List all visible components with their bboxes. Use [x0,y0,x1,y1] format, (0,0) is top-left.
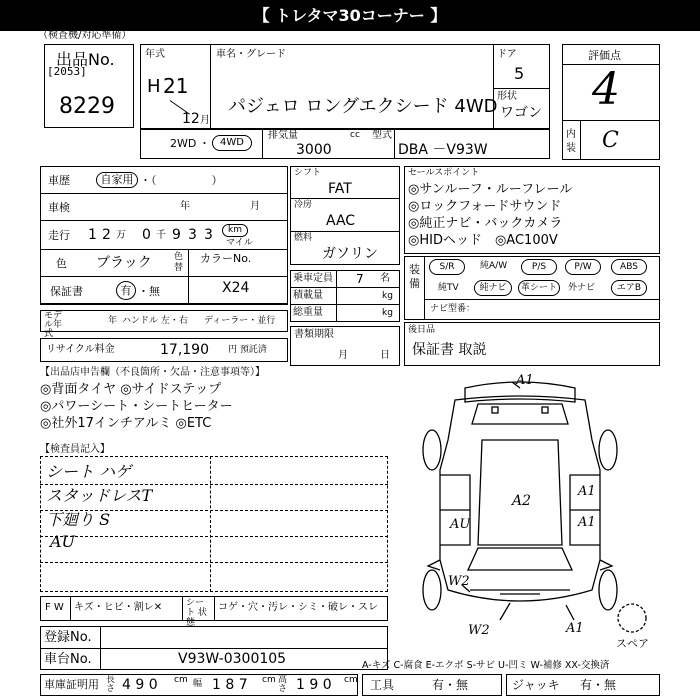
displacement-value: 3000 [296,142,332,158]
mileage-d6: 3 [204,227,213,243]
cert-width: 1 8 7 [212,677,248,693]
history-private: 自家用 [96,172,138,188]
doors-value: 5 [514,64,525,83]
damage-a1-right-2: A1 [578,515,596,530]
note-2: ◎パワーシート・シートヒーター [40,399,233,414]
tools-value: 有・無 [432,678,469,692]
cert-height: 1 9 0 [296,677,332,693]
equip-abs: ABS [611,259,647,275]
model-year-unit: 年 [108,316,118,326]
mileage-d2: 2 [102,227,111,243]
interior-label: 内装 [566,129,576,154]
cert-l-unit: cm [174,675,188,685]
year-month: 12 [182,111,200,127]
cert-length: 4 9 0 [122,677,158,693]
damage-a2-roof: A2 [512,493,532,509]
doors-label: ドア [497,49,517,60]
equip-airbag: エアB [611,280,647,296]
color-no-label: カラーNo. [200,252,252,265]
lot-number: 8229 [59,94,115,119]
history-rest: ・（ ） [140,174,223,187]
capacity-label: 乗車定員 [293,273,333,284]
shift-label: シフト [294,168,322,178]
cert-label: 車庫証明用 [44,678,99,691]
displacement-label: 排気量 [268,130,298,141]
equip-navi: 純ナビ [474,280,512,296]
fw-text: キズ・ヒビ・割レ✕ [74,602,163,613]
color-value: ブラック [96,255,152,271]
inspector-line-1: シート ハゲ [46,462,132,481]
mileage-d5: 3 [188,227,197,243]
recycle-unit: 円 預託済 [228,345,267,355]
load-label: 積載量 [293,290,323,301]
inspector-line-2: スタッドレスT [46,486,153,505]
mileage-mile: マイル [226,238,253,248]
notes-label: 【出品店申告欄（不良箇所・欠品・注意事項等）】 [40,367,265,378]
equip-ext-navi: 外ナビ [568,283,596,293]
note-3: ◎社外17インチアルミ ◎ETC [40,416,212,431]
capacity-value: 7 [356,272,364,286]
mileage-sen: 千 [156,230,166,241]
car-name: パジェロ ロングエクシード 4WD [228,96,498,117]
score-value: 4 [592,64,620,115]
damage-w2-bottom: W2 [468,623,490,638]
inspector-line-4: AU [50,532,76,551]
lot-label: 出品No. [56,50,115,69]
top-note: （検査機/対応準備） [38,30,132,41]
fuel-value: ガソリン [322,246,378,262]
cert-l-label: 長さ [106,675,116,694]
header-title: 【 トレタマ30コーナー 】 [253,6,447,25]
capacity-unit: 名 [380,273,390,284]
inspector-line-3: 下廻り S [46,510,111,529]
recycle-label: リサイクル料金 [46,344,115,355]
weight-unit: kg [382,308,393,318]
damage-a1-right-1: A1 [578,484,596,499]
recycle-value: 17,190 [160,342,209,358]
shift-value: FAT [328,181,352,197]
fw-sheet-label: シート 状態 [186,598,207,628]
damage-w2-left: W2 [448,574,470,589]
equip-alloy: 純A/W [480,261,508,271]
load-unit: kg [382,291,393,301]
mileage-d3: 0 [142,227,151,243]
damage-au-left: AU [450,517,471,532]
drive-dot: ・ [199,137,210,150]
color-label: 色 [56,257,67,270]
displacement-unit: cc [350,130,360,140]
mileage-man: 万 [116,230,126,241]
sales-point-2: ◎ロックフォードサウンド [408,199,562,214]
lot-code: [2053] [47,65,87,78]
year-value: 21 [163,74,189,98]
cert-w-unit: cm [262,675,276,685]
jack-label: ジャッキ [512,678,560,692]
cert-w-label: 幅 [193,679,203,689]
chassis-value: V93W-0300105 [178,651,287,667]
color-no-value: X24 [222,280,250,296]
warranty-label: 保証書 [50,285,83,298]
later-value: 保証書 取説 [412,342,487,358]
shape-label: 形状 [497,91,517,102]
damage-a1-top: A1 [516,373,534,388]
aircon-value: AAC [326,213,356,229]
spare-label: スペア [616,637,649,650]
history-label: 車歴 [48,174,70,187]
cert-h-unit: cm [344,675,358,685]
sales-point-3: ◎純正ナビ・バックカメラ [408,216,563,231]
color-change-label: 色替 [174,252,184,273]
drive-4wd: 4WD [212,135,252,151]
doc-deadline-month: 月 [338,350,348,361]
doc-deadline-day: 日 [380,350,390,361]
equipment-label: 装備 [409,263,420,290]
warranty-yes: 有 [116,281,136,300]
later-label: 後日品 [408,325,436,335]
navi-model-label: ナビ型番： [430,304,476,314]
shape-value: ワゴン [500,105,542,121]
year-label: 年式 [145,49,165,60]
sales-points-label: セールスポイント [408,168,480,178]
inspection-label: 車検 [48,201,70,214]
inspector-label: 【検査員記入】 [40,444,110,455]
drive-2wd: 2WD [170,137,197,150]
damage-legend: A-キズ C-腐食 E-エクボ S-サビ U-凹ミ W-補修 XX-交換済 [362,660,610,671]
score-label: 評価点 [588,49,621,62]
equip-pw: P/W [565,259,601,275]
inspection-month: 月 [250,201,260,212]
equip-tv: 純TV [438,283,459,293]
warranty-no: ・無 [138,285,160,298]
sales-point-4: ◎HIDヘッド ◎AC100V [408,233,558,248]
equip-leather: 革シート [518,280,560,296]
reg-label: 登録No. [44,630,92,645]
fuel-label: 燃料 [294,233,313,243]
model-value: DBA －V93W [398,142,488,158]
sales-point-1: ◎サンルーフ・ルーフレール [408,182,573,197]
doc-deadline-label: 書類期限 [294,329,334,340]
year-month-unit: 月 [200,115,210,126]
cert-h-label: 高さ [278,675,288,694]
aircon-label: 冷房 [294,200,313,210]
jack-value: 有・無 [580,678,617,692]
mileage-d1: 1 [88,227,97,243]
car-name-label: 車名・グレード [216,49,286,60]
damage-a1-bottom: A1 [566,621,584,636]
handle-side: ハンドル 左・右 [122,316,188,326]
tools-label: 工具 [370,678,395,692]
mileage-d4: 9 [172,227,181,243]
model-year-label: モデル年式 [44,311,63,339]
equip-sr: S/R [429,259,465,275]
inspection-year: 年 [180,201,190,212]
interior-value: C [602,128,619,153]
mileage-km: km [222,224,248,237]
fw-text2: コゲ・穴・汚レ・シミ・破レ・スレ [218,602,378,613]
model-label: 型式 [372,130,392,141]
dealer-type: ディーラー・並行 [204,316,276,326]
equip-ps: P/S [521,259,557,275]
weight-label: 総重量 [293,307,323,318]
fw-label: F W [45,602,64,613]
mileage-label: 走行 [48,229,70,242]
note-1: ◎背面タイヤ ◎サイドステップ [40,382,222,397]
chassis-label: 車台No. [44,652,92,667]
year-era: H [147,76,161,97]
